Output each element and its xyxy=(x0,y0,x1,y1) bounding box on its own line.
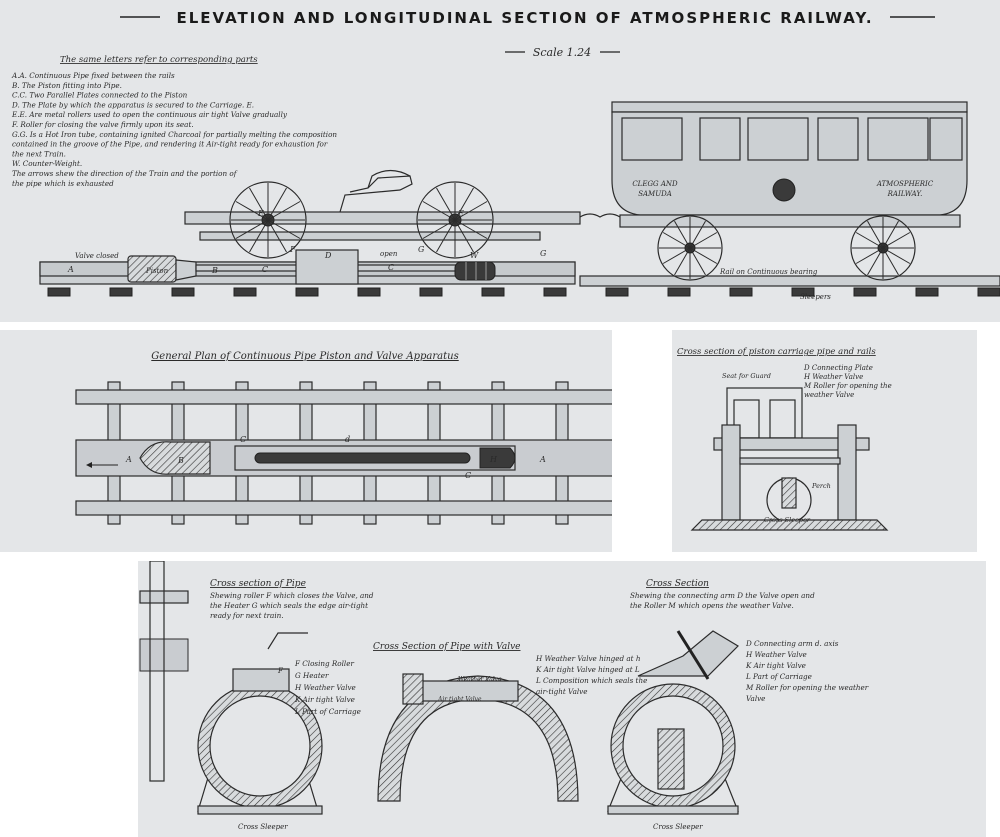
sleeper xyxy=(978,288,1000,296)
sleeper xyxy=(482,288,504,296)
sleeper xyxy=(296,288,318,296)
carriage-xsec-piston xyxy=(782,478,796,508)
pipe-desc-line: ready for next train. xyxy=(210,611,284,620)
coach-name-left: CLEGG AND xyxy=(632,180,678,188)
pipe-legend-item: H Weather Valve xyxy=(295,683,356,692)
page-title: ELEVATION AND LONGITUDINAL SECTION OF ATMOSPHERIC RAILWAY. xyxy=(176,9,874,27)
carriage-legend-item: M Roller for opening the xyxy=(804,382,892,390)
section-legend-item: L Part of Carriage xyxy=(746,672,812,681)
pipe-description xyxy=(210,591,374,620)
part-letter: C xyxy=(262,265,269,274)
carriage-frame xyxy=(185,212,580,224)
part-letter: A xyxy=(68,265,74,274)
section-legend xyxy=(745,639,869,703)
valve-closed-label: Valve closed xyxy=(75,252,119,260)
part-letter: E xyxy=(258,209,264,218)
legend-item: the pipe which is exhausted xyxy=(12,178,114,188)
sleeper xyxy=(668,288,690,296)
part-letter: W xyxy=(470,251,479,260)
elevation-panel xyxy=(0,0,1000,322)
carriage-xsec-panel xyxy=(672,330,977,552)
legend-item: D. The Plate by which the apparatus is secured to the Carriage. E. xyxy=(12,100,255,110)
piston-label: Piston xyxy=(146,267,169,275)
valve-inner-label: Weather Valve xyxy=(458,676,502,683)
svg-text:F: F xyxy=(278,667,283,675)
cross-section-title: Cross Section xyxy=(646,579,709,589)
open-label: open xyxy=(380,250,398,258)
plan-title: General Plan of Continuous Pipe Piston and Valve Apparatus xyxy=(151,351,459,362)
valve-legend xyxy=(535,654,647,696)
plan-piston xyxy=(140,442,210,474)
coach-name-right-2: RAILWAY. xyxy=(887,190,923,198)
carriage-legend xyxy=(803,364,892,399)
rail-label: Rail on Continuous bearing xyxy=(720,268,818,276)
sleepers xyxy=(48,288,1000,296)
section-desc-line: Shewing the connecting arm D the Valve open and xyxy=(630,591,815,600)
carriage-xsec-drawing xyxy=(672,330,977,552)
legend-list xyxy=(11,71,337,188)
guard-seat xyxy=(340,176,412,212)
part-letter: G xyxy=(540,249,547,258)
coach-roof xyxy=(612,102,967,112)
section-legend-item: Valve xyxy=(746,694,766,703)
sleeper xyxy=(358,288,380,296)
sleeper xyxy=(544,288,566,296)
pipe-1-sleeper xyxy=(198,806,322,814)
axle xyxy=(740,458,840,464)
legend-item: F. Roller for closing the valve firmly upon its seat. xyxy=(12,120,194,129)
carriage-xsec-title: Cross section of piston carriage pipe and rails xyxy=(677,347,876,357)
plan-panel xyxy=(0,330,612,552)
sleepers-label: Sleepers xyxy=(800,293,831,301)
sleeper xyxy=(172,288,194,296)
sleeper xyxy=(730,288,752,296)
part-letter: B xyxy=(212,266,218,275)
plan-letter: A xyxy=(540,455,546,464)
part-letter: F xyxy=(290,245,296,254)
piston-head xyxy=(176,260,196,280)
legend-item: W. Counter-Weight. xyxy=(12,159,83,169)
sleeper-label-1: Cross Sleeper xyxy=(238,823,288,831)
plan-rail-top xyxy=(76,390,612,404)
pipe-legend-item: K Air tight Valve xyxy=(295,695,355,704)
plan-letter: A xyxy=(126,455,132,464)
plan-rail-bottom xyxy=(76,501,612,515)
pipe-legend-item: L Part of Carriage xyxy=(295,707,361,716)
part-letter: E xyxy=(458,209,464,218)
pipe-legend xyxy=(294,659,361,716)
pipe-legend-item: F Closing Roller xyxy=(295,659,354,668)
carriage-legend-item: weather Valve xyxy=(804,391,855,399)
pipe-3-connecting-arm xyxy=(638,631,738,676)
plan-letter: C xyxy=(465,471,472,480)
perch-label: Perch xyxy=(812,482,831,490)
sleeper xyxy=(916,288,938,296)
scale-label: Scale 1.24 xyxy=(532,46,592,59)
coach-frame xyxy=(620,215,960,227)
coupling-chain xyxy=(580,214,620,217)
plan-letter: C xyxy=(240,435,247,444)
coach-name-right: ATMOSPHERIC xyxy=(876,180,934,188)
plan-drawing xyxy=(0,330,612,552)
legend-heading: The same letters refer to corresponding parts xyxy=(60,55,258,65)
rail-right xyxy=(580,276,1000,286)
part-letter: G xyxy=(418,245,425,254)
wheel-right xyxy=(838,425,856,520)
part-letter: C xyxy=(388,263,395,272)
plan-letter: d xyxy=(345,435,351,444)
valve-legend-item: K Air tight Valve hinged at L xyxy=(536,665,640,674)
valve-legend-item: H Weather Valve hinged at h xyxy=(536,654,641,663)
pipe-3-sleeper xyxy=(608,806,738,814)
part-letter: D xyxy=(325,251,332,260)
plan-letter: B xyxy=(178,456,184,465)
legend-item: contained in the groove of the Pipe, and rendering it Air-tight ready for exhaustion for xyxy=(12,139,328,149)
plan-letter: H xyxy=(490,455,497,464)
sleeper xyxy=(606,288,628,296)
legend-item: the next Train. xyxy=(12,149,66,159)
sleeper-label-2: Cross Sleeper xyxy=(653,823,703,831)
legend-item: C.C. Two Parallel Plates connected to the Piston xyxy=(12,90,188,100)
section-legend-item: D Connecting arm d. axis xyxy=(746,639,839,648)
valve-inner-label: Air tight Valve xyxy=(438,696,482,703)
section-desc-line: the Roller M which opens the weather Valve. xyxy=(630,601,794,610)
plan-counterweight xyxy=(480,448,515,468)
plan-valve-slot xyxy=(255,453,470,463)
legend-item: A.A. Continuous Pipe fixed between the rails xyxy=(12,71,175,80)
section-legend-item: H Weather Valve xyxy=(746,650,807,659)
elevation-drawing xyxy=(0,0,1000,322)
carriage-legend-item: H Weather Valve xyxy=(804,373,864,381)
sleeper xyxy=(234,288,256,296)
legend-item: G.G. Is a Hot Iron tube, containing ignited Charcoal for partially melting the composition xyxy=(12,129,338,139)
counter-weight xyxy=(455,262,495,280)
valve-legend-item: L Composition which seals the xyxy=(536,676,648,685)
carriage-legend-item: D Connecting Plate xyxy=(804,364,873,372)
pipe-sections-drawing xyxy=(138,561,986,837)
valve-legend-item: air-tight Valve xyxy=(536,687,588,696)
section-description xyxy=(630,591,815,610)
legend-item: E.E. Are metal rollers used to open the continuous air tight Valve gradually xyxy=(12,110,287,120)
pipe-desc-line: Shewing roller F which closes the Valve, and xyxy=(210,591,374,600)
section-legend-item: M Roller for opening the weather xyxy=(746,683,869,692)
coat-of-arms-icon xyxy=(773,179,795,201)
legend-item: The arrows shew the direction of the Train and the portion of xyxy=(12,169,237,178)
wheel-left xyxy=(722,425,740,520)
pipe-section-title: Cross section of Pipe xyxy=(210,579,306,589)
pipe-sections-panel xyxy=(138,561,986,837)
section-legend-item: K Air tight Valve xyxy=(746,661,806,670)
valve-section-title: Cross Section of Pipe with Valve xyxy=(373,642,521,652)
sleeper xyxy=(420,288,442,296)
sleeper xyxy=(48,288,70,296)
legend-item: B. The Piston fitting into Pipe. xyxy=(12,80,122,90)
pipe-legend-item: G Heater xyxy=(295,671,329,680)
sleeper xyxy=(854,288,876,296)
seat-label: Seat for Guard xyxy=(722,372,771,380)
sleeper xyxy=(110,288,132,296)
coach-name-left-2: SAMUDA xyxy=(638,190,672,198)
carriage-sleeper-label: Cross Sleeper xyxy=(763,516,811,524)
pipe-desc-line: the Heater G which seals the edge air-tight xyxy=(210,601,369,610)
pipe-3-piston xyxy=(658,729,684,789)
